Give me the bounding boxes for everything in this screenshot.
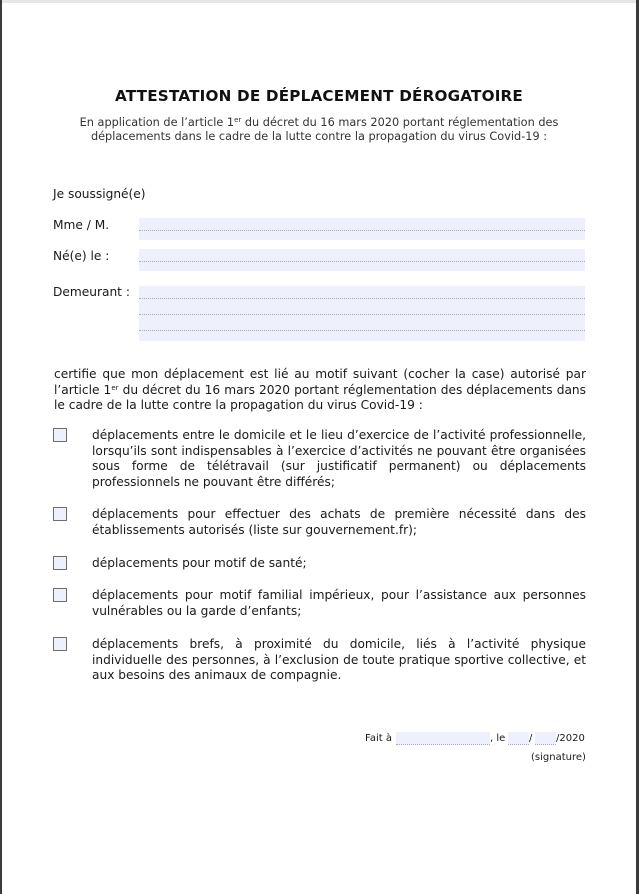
- certification-text: l’article 1: [54, 382, 112, 397]
- dotted-line: [139, 261, 585, 262]
- superscript: er: [234, 116, 242, 124]
- option-physical-activity: déplacements brefs, à proximité du domicile, liés à l’activité physique individuelle des personnes, à l’exclusion de toute pratique sportive collective, et aux besoins des animaux de compagnie.: [92, 637, 586, 683]
- name-field[interactable]: [139, 218, 585, 240]
- document-title: ATTESTATION DE DÉPLACEMENT DÉROGATOIRE: [114, 87, 524, 105]
- intro-label: Je soussigné(e): [53, 187, 146, 201]
- year-label: /2020: [556, 733, 585, 744]
- address-label: Demeurant :: [53, 285, 130, 299]
- checkbox-physical-activity[interactable]: [53, 637, 67, 651]
- certification-text: du décret du 16 mars 2020 portant réglementation des déplacements dans: [118, 382, 587, 397]
- option-family: déplacements pour motif familial impérieux, pour l’assistance aux personnes vulnérables ou la garde d’enfants;: [92, 588, 586, 618]
- city-field[interactable]: [396, 732, 490, 745]
- date-separator: /: [529, 733, 533, 744]
- document-subtitle: [62, 116, 576, 144]
- checkbox-essential-shopping[interactable]: [53, 507, 67, 521]
- birth-date-field[interactable]: [139, 249, 585, 271]
- subtitle-text: En application de l’article 1: [79, 116, 235, 129]
- name-label: Mme / M.: [53, 218, 110, 232]
- subtitle-text: du décret du 16 mars 2020 portant réglementation des: [241, 116, 559, 129]
- month-field[interactable]: [535, 732, 556, 745]
- certification-paragraph: [54, 367, 586, 414]
- dotted-line: [139, 314, 585, 315]
- subtitle-text: déplacements dans le cadre de la lutte contre la propagation du virus Covid-19 :: [90, 130, 548, 143]
- certification-line: le cadre de la lutte contre la propagation du virus Covid-19 :: [54, 398, 423, 413]
- signature-label: (signature): [531, 752, 586, 763]
- document-page: [2, 3, 636, 894]
- date-le-label: , le: [490, 733, 506, 744]
- option-work-travel: déplacements entre le domicile et le lieu d’exercice de l’activité professionnelle, lorsqu’ils sont indispensables à l’exercice d’activités ne pouvant être organisées sous forme de télétravail (sur justificatif permanent) ou déplacements professionnels ne pouvant être différés;: [92, 428, 586, 489]
- option-essential-shopping: déplacements pour effectuer des achats de première nécessité dans des établissements autorisés (liste sur gouvernement.fr);: [92, 507, 586, 537]
- dotted-line: [139, 298, 585, 299]
- dotted-line: [139, 230, 585, 231]
- certification-line: [54, 383, 586, 399]
- certification-line: certifie que mon déplacement est lié au motif suivant (cocher la case) autorisé par: [54, 367, 586, 381]
- birth-label: Né(e) le :: [53, 249, 110, 263]
- superscript: er: [111, 383, 119, 392]
- fait-a-label: Fait à: [365, 733, 392, 744]
- option-health: déplacements pour motif de santé;: [92, 556, 307, 570]
- day-field[interactable]: [508, 732, 529, 745]
- checkbox-family[interactable]: [53, 588, 67, 602]
- dotted-line: [139, 330, 585, 331]
- checkbox-health[interactable]: [53, 556, 67, 570]
- checkbox-work-travel[interactable]: [53, 428, 67, 442]
- address-field[interactable]: [139, 286, 585, 341]
